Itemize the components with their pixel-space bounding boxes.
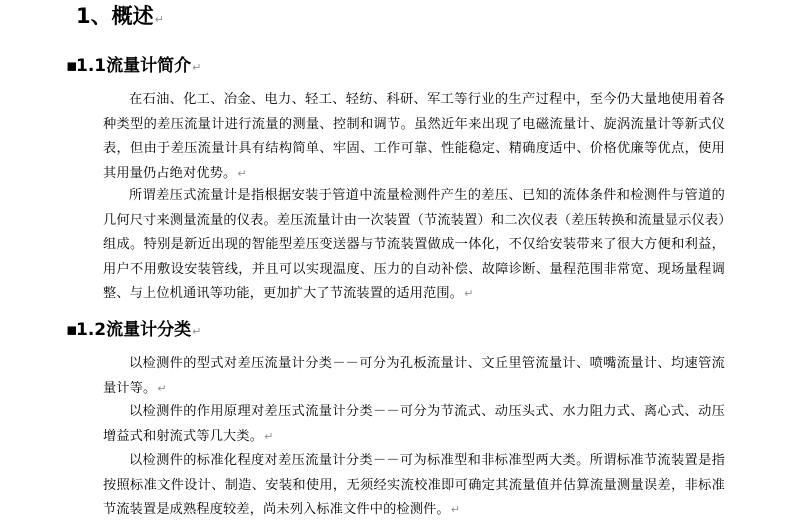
- heading-overview-text: 1、概述: [76, 4, 154, 28]
- heading-flowmeter-intro-text: 1.1流量计简介: [76, 56, 192, 76]
- paragraph-classification-1: [103, 352, 725, 401]
- paragraph-classification-3: [103, 449, 725, 523]
- paragraph-mark-icon: ↵: [264, 429, 274, 443]
- paragraph-mark-icon: ↵: [237, 166, 247, 180]
- paragraph-text: 以检测件的型式对差压流量计分类－－可分为孔板流量计、文丘里管流量计、喷嘴流量计、均速管流量计等。: [103, 356, 725, 396]
- paragraph-mark-icon: ↵: [157, 381, 167, 395]
- paragraph-intro-1: [103, 88, 725, 186]
- paragraph-classification-2: [103, 400, 725, 449]
- paragraph-mark-icon: ↵: [450, 503, 461, 516]
- paragraph-mark-icon: ↵: [192, 61, 202, 74]
- bullet-icon: ▪: [66, 320, 78, 340]
- bullet-icon: ▪: [66, 56, 78, 76]
- paragraph-text: 在石油、化工、冶金、电力、轻工、轻纺、科研、军工等行业的生产过程中，至今仍大量地使用着各种类型的差压流量计进行流量的测量、控制和调节。虽然近年来出现了电磁流量计、旋涡流量计等新式仪表，但由于差压流量计具有结构简单、牢固、工作可靠、性能稳定、精确度适中、价格优廉等优点，使用其用量仍占绝对优势。: [103, 92, 725, 181]
- paragraph-mark-icon: ↵: [464, 287, 474, 300]
- paragraph-text: 以检测件的作用原理对差压式流量计分类－－可分为节流式、动压头式、水力阻力式、离心式、动压增益式和射流式等几大类。: [103, 404, 725, 444]
- paragraph-intro-2: [103, 184, 725, 307]
- paragraph-mark-icon: ↵: [154, 13, 164, 26]
- paragraph-mark-icon: ↵: [192, 325, 202, 338]
- heading-flowmeter-intro: [66, 54, 201, 80]
- heading-overview: [76, 2, 164, 34]
- heading-flowmeter-classification-text: 1.2流量计分类: [76, 320, 192, 340]
- paragraph-text: 所谓差压式流量计是指根据安装于管道中流量检测件产生的差压、已知的流体条件和检测件与管道的几何尺寸来测量流量的仪表。差压流量计由一次装置（节流装置）和二次仪表（差压转换和流量显示仪表）组成。特别是新近出现的智能型差压变送器与节流装置做成一体化，不仅给安装带来了很大方便和利益，用户不用敷设安装管线，并且可以实现温度、压力的自动补偿、故障诊断、量程范围非常宽、现场量程调整、与上位机通讯等功能，更加扩大了节流装置的适用范围。: [103, 188, 725, 301]
- paragraph-text: 以检测件的标准化程度对差压流量计分类－－可为标准型和非标准型两大类。所谓标准节流装置是指按照标准文件设计、制造、安装和使用，无须经实流校准即可确定其流量值并估算流量测量误差，非标准节流装置是成熟程度较差，尚未列入标准文件中的检测件。: [103, 453, 725, 517]
- heading-flowmeter-classification: [66, 318, 201, 344]
